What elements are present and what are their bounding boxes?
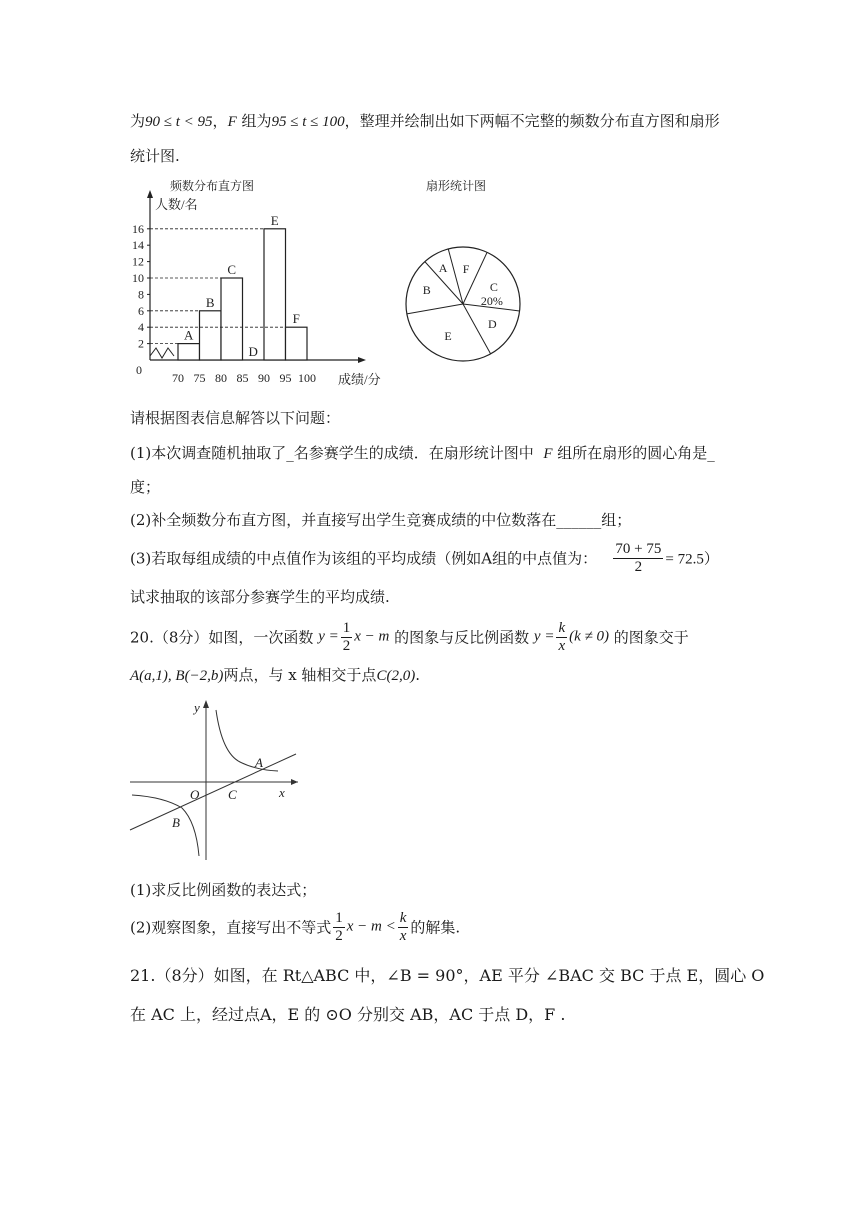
problem-20-sub-2 <box>130 910 460 944</box>
group-f: F <box>227 114 237 130</box>
question-1 <box>130 442 715 463</box>
q3-result: = 72.5） <box>665 551 719 568</box>
frac-num: k <box>399 910 407 926</box>
hyperbola-branch-2 <box>132 795 199 856</box>
pie-chart <box>400 172 530 372</box>
p20-text: 两点，与 x 轴相交于点 <box>223 666 377 684</box>
p20-eq: x − m <box>354 628 390 645</box>
x-tick-label: 90 <box>258 371 270 385</box>
histogram-bar-b <box>200 311 222 360</box>
p20-sub-text: (1)求反比例函数的表达式； <box>130 881 317 899</box>
p20-eq: y = <box>533 628 555 645</box>
question-1-cont <box>130 476 160 497</box>
q3-numerator: 70 + 75 <box>615 541 662 557</box>
histogram-bar-label: F <box>292 311 300 327</box>
frac-den: 2 <box>342 637 351 654</box>
frac-den: x <box>558 637 566 654</box>
y-tick-label: 6 <box>138 303 144 318</box>
q1-text: 度； <box>130 478 161 496</box>
question-3 <box>130 541 719 575</box>
histogram-x-arrow <box>358 357 366 363</box>
x-tick-label: 75 <box>193 371 206 385</box>
q3-text: 试求抽取的该部分参赛学生的平均成绩. <box>130 588 390 606</box>
linear-function-line <box>130 754 296 830</box>
x-axis-label: x <box>279 785 285 800</box>
hyperbola-branch-1 <box>216 710 278 771</box>
histogram-bar-label: A <box>184 327 194 343</box>
y-tick-label: 16 <box>132 221 144 236</box>
problem-20-sub-1 <box>130 879 316 900</box>
pie-title: 扇形统计图 <box>426 179 487 193</box>
x-tick-label: 85 <box>236 371 249 385</box>
y-tick-label: 12 <box>132 254 144 269</box>
q3-text: (3)若取每组成绩的中点值作为该组的平均成绩（例如A组的中点值为： <box>130 549 598 568</box>
q1-text: (1)本次调查随机抽取了_名参赛学生的成绩．在扇形统计图中 <box>130 444 534 462</box>
p20-sub-text: (2)观察图象，直接写出不等式 <box>130 918 332 937</box>
histogram-title: 频数分布直方图 <box>170 179 255 193</box>
y-tick-label: 8 <box>138 287 144 302</box>
histogram-ylabel: 人数/名 <box>155 197 198 212</box>
p20-sub-frac-1 <box>333 910 345 944</box>
intro-line-1 <box>130 110 720 131</box>
point-b-label: B <box>172 815 180 830</box>
x-tick-label: 70 <box>172 371 184 385</box>
function-graph <box>128 698 308 868</box>
q2-text: (2)补全频数分布直方图，并直接写出学生竞赛成绩的中位数落在______组； <box>130 511 632 529</box>
p20-text: . <box>415 666 420 684</box>
y-tick-label: 2 <box>138 336 144 351</box>
pie-label-a: A <box>438 261 448 276</box>
intro-text: ，整理并绘制出如下两幅不完整的频数分布直方图和扇形 <box>344 112 720 130</box>
p21-text: 在 AC 上，经过点A，E 的 ⊙O 分别交 AB，AC 于点 D，F . <box>130 1005 566 1024</box>
intro-line-2 <box>130 145 180 166</box>
p20-text: 的图象交于 <box>613 628 689 647</box>
pie-label-e: E <box>444 329 452 344</box>
question-prompt <box>130 407 340 428</box>
point-a-label: A <box>255 755 263 770</box>
question-2 <box>130 509 631 530</box>
p20-frac-2 <box>556 620 567 654</box>
histogram-bar-label: B <box>205 294 215 310</box>
histogram-bar-e <box>264 229 286 360</box>
p20-eq: (k ≠ 0) <box>569 628 610 645</box>
q1-text: 组所在扇形的圆心角是_ <box>552 444 715 462</box>
frac-num: 1 <box>335 910 343 926</box>
q3-denominator: 2 <box>634 558 643 575</box>
range-e: 90 ≤ t < 95 <box>145 114 213 130</box>
p20-points: A(a,1), B(−2,b) <box>130 668 224 684</box>
p20-point-c: C(2,0) <box>376 668 416 684</box>
p20-inequality: x − m < <box>346 918 396 935</box>
histogram-bar-a <box>178 344 200 360</box>
y-tick-label: 10 <box>132 271 144 285</box>
histogram-bar-c <box>221 278 243 360</box>
p20-text: 20.（8分）如图，一次函数 <box>130 628 314 647</box>
p21-text: 21.（8分）如图，在 Rt△ABC 中，∠B = 90°，AE 平分 ∠BAC 交 BC 于点 E，圆心 O <box>130 966 765 985</box>
frac-num: 1 <box>342 620 351 636</box>
x-tick-label: 80 <box>215 371 227 385</box>
q1-group-f: F <box>543 446 553 462</box>
range-f: 95 ≤ t ≤ 100 <box>271 114 345 130</box>
problem-20-line-2 <box>130 664 420 685</box>
pie-label-b: B <box>422 283 431 298</box>
origin-label: O <box>190 787 200 802</box>
problem-20-line-1 <box>130 620 689 654</box>
frac-den: 2 <box>335 927 343 944</box>
histogram-bar-label: E <box>270 212 279 228</box>
pie-label-c: C <box>489 279 498 294</box>
histogram-origin: 0 <box>136 363 142 377</box>
p20-frac-1 <box>341 620 353 654</box>
pie-label-d: D <box>487 316 497 331</box>
point-c-label: C <box>228 787 237 802</box>
histogram-bar-f <box>286 327 308 360</box>
x-tick-label: 95 <box>279 371 292 385</box>
p20-sub-frac-2 <box>398 910 409 944</box>
histogram-bar-label: C <box>227 262 237 277</box>
problem-21-line-2 <box>130 1002 565 1025</box>
frac-den: x <box>399 927 407 944</box>
intro-text: 统计图. <box>130 147 180 165</box>
histogram-y-arrow <box>147 190 153 198</box>
x-axis-arrow <box>291 779 298 785</box>
q3-fraction <box>613 541 663 575</box>
histogram-xlabel: 成绩/分 <box>338 372 381 387</box>
pie-label-f: F <box>462 261 470 276</box>
intro-text: ， <box>212 112 228 130</box>
y-axis-label: y <box>194 700 200 715</box>
histogram-plot <box>132 190 366 385</box>
p20-sub-text: 的解集. <box>410 918 461 937</box>
p20-eq: y = <box>318 628 339 645</box>
y-tick-label: 4 <box>138 320 144 335</box>
intro-text: 组为 <box>236 112 272 130</box>
histogram-chart <box>128 172 398 392</box>
histogram-bar-label: D <box>248 344 258 359</box>
axis-break <box>150 348 174 358</box>
pie-percent-c: 20% <box>480 293 503 308</box>
frac-num: k <box>558 620 566 636</box>
x-tick-label: 100 <box>298 371 316 385</box>
intro-text: 为 <box>130 112 146 130</box>
prompt-text: 请根据图表信息解答以下问题： <box>130 409 341 427</box>
p20-text: 的图象与反比例函数 <box>394 628 530 647</box>
pie-plot <box>406 247 520 361</box>
y-tick-label: 14 <box>132 238 144 253</box>
y-axis-arrow <box>203 700 209 708</box>
problem-21-line-1 <box>130 963 764 986</box>
question-3-cont <box>130 586 390 607</box>
